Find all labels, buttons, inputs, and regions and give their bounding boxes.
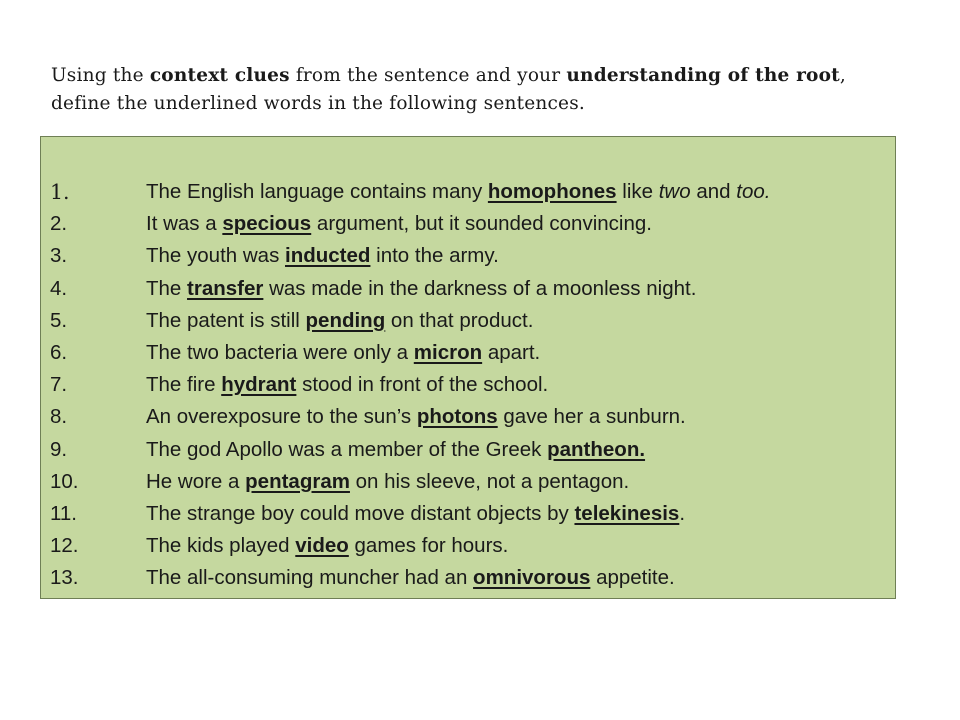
underlined-word: inducted: [285, 244, 371, 268]
italic-word: two: [658, 180, 691, 203]
underlined-word: specious: [222, 212, 312, 236]
sentence-text: and: [690, 180, 737, 203]
sentence-text: stood in front of the school.: [296, 373, 549, 397]
item-sentence: [146, 530, 508, 562]
sentence-text: was made in the darkness of a moonless night.: [263, 276, 697, 300]
list-item: [50, 337, 890, 369]
item-sentence: [146, 176, 770, 208]
item-sentence: [146, 434, 645, 466]
instructions-part-1: Using the: [51, 65, 150, 86]
sentence-text: An overexposure to the sun’s: [146, 405, 417, 429]
item-sentence: [146, 401, 686, 433]
item-sentence: [146, 562, 675, 594]
list-item: [50, 369, 890, 401]
instructions-bold-context-clues: context clues: [149, 65, 290, 86]
item-number: 3.: [50, 244, 68, 268]
sentence-text: It was a: [146, 212, 223, 236]
underlined-word: omnivorous: [473, 566, 591, 590]
list-item: [50, 401, 890, 433]
item-number: 11.: [50, 501, 77, 525]
item-number: 5.: [50, 308, 68, 332]
item-sentence: [146, 273, 696, 305]
instructions-bold-understanding: understanding of the root: [566, 65, 840, 86]
list-item: [50, 208, 890, 240]
item-number: 10.: [50, 469, 79, 493]
underlined-word: telekinesis: [574, 501, 680, 525]
list-item: [50, 176, 890, 208]
list-item: [50, 434, 890, 466]
sentence-text: on his sleeve, not a pentagon.: [349, 469, 630, 493]
sentence-text: The all-consuming muncher had an: [146, 566, 474, 590]
sentence-text: .: [679, 501, 686, 525]
item-sentence: [146, 240, 499, 272]
item-number: 4.: [50, 276, 68, 300]
item-sentence: [146, 498, 685, 530]
list-item: [50, 562, 890, 594]
sentence-text: The strange boy could move distant objects by: [146, 501, 575, 525]
item-sentence: [146, 208, 652, 240]
list-item: [50, 498, 890, 530]
underlined-word: pending: [305, 308, 386, 332]
underlined-word: video: [295, 534, 349, 558]
underlined-word: micron: [413, 340, 483, 364]
item-number: 7.: [50, 373, 68, 397]
underlined-word: pantheon.: [547, 437, 646, 461]
sentence-text: He wore a: [146, 469, 246, 493]
item-number: 12.: [50, 534, 79, 558]
sentence-text: apart.: [482, 340, 541, 364]
sentence-text: The: [146, 276, 188, 300]
item-number: 13.: [50, 566, 79, 590]
instructions-part-3: , define the underlined words in the following sentences.: [51, 65, 846, 114]
underlined-word: hydrant: [221, 373, 297, 397]
sentence-text: gave her a sunburn.: [497, 405, 686, 429]
list-item: [50, 466, 890, 498]
sentence-text: into the army.: [370, 244, 499, 268]
instructions-part-2: from the sentence and your: [289, 65, 567, 86]
item-number: 8.: [50, 405, 68, 429]
underlined-word: photons: [416, 405, 498, 429]
item-sentence: [146, 337, 540, 369]
list-item: [50, 240, 890, 272]
sentence-text: on that product.: [385, 308, 534, 332]
sentence-text: The youth was: [146, 244, 286, 268]
item-sentence: [146, 369, 548, 401]
item-sentence: [146, 466, 629, 498]
list-item: [50, 305, 890, 337]
sentence-text: The two bacteria were only a: [146, 340, 414, 364]
item-sentence: [146, 305, 533, 337]
sentence-text: like: [616, 180, 659, 203]
sentence-text: The god Apollo was a member of the Greek: [146, 437, 548, 461]
sentence-text: The patent is still: [146, 308, 306, 332]
sentence-text: argument, but it sounded convincing.: [311, 212, 652, 236]
underlined-word: transfer: [187, 276, 264, 300]
sentence-text: games for hours.: [348, 534, 509, 558]
item-number: 1.: [50, 180, 70, 204]
item-number: 9.: [50, 437, 68, 461]
italic-word: too.: [736, 180, 771, 203]
underlined-word: pentagram: [245, 469, 350, 493]
sentence-text: The kids played: [146, 534, 296, 558]
sentence-text: The fire: [146, 373, 222, 397]
instructions-text: [51, 62, 901, 118]
item-number: 2.: [50, 212, 68, 236]
sentence-list: [50, 176, 890, 594]
list-item: [50, 530, 890, 562]
sentence-text: The English language contains many: [146, 180, 488, 203]
underlined-word: homophones: [487, 180, 617, 203]
sentence-text: appetite.: [590, 566, 675, 590]
list-item: [50, 273, 890, 305]
item-number: 6.: [50, 340, 68, 364]
